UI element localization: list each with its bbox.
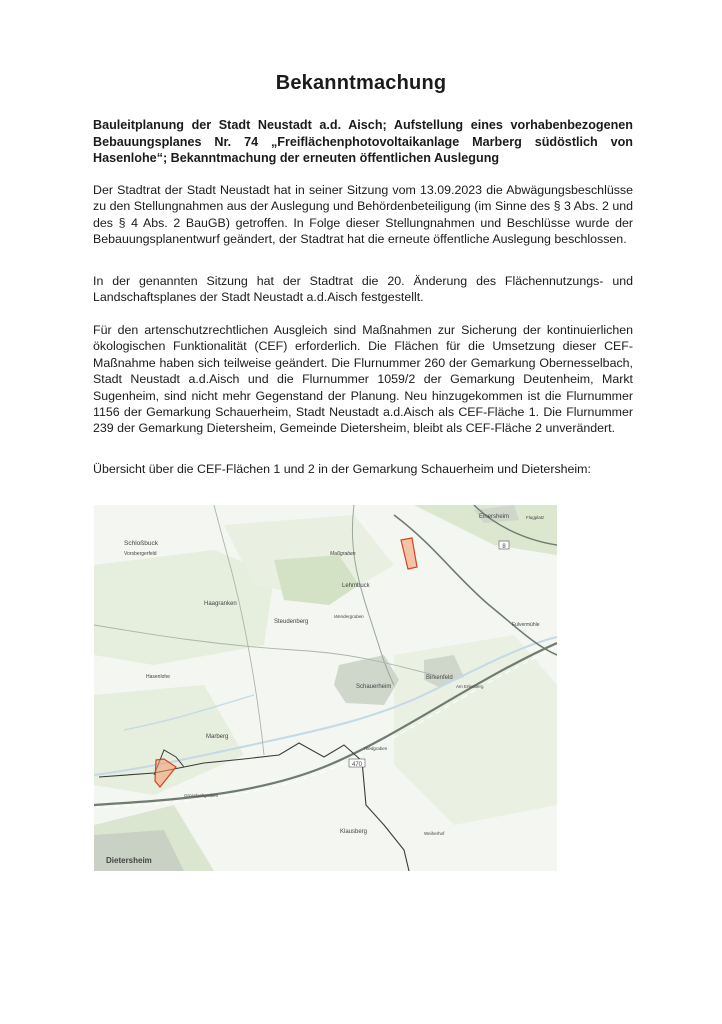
label-lehmbuck: Lehmbuck (342, 583, 370, 589)
paragraph-overview: Übersicht über die CEF-Flächen 1 und 2 in der Gemarkung Schauerheim und Dietersheim: (93, 462, 591, 476)
label-weiherhof: Weiherhof (424, 831, 445, 836)
label-birkenfeld: Birkenfeld (426, 675, 453, 681)
label-fulvermuehle: Fulvermühle (512, 622, 540, 628)
label-einersheim: Einersheim (479, 514, 510, 520)
paragraph-amendment: In der genannten Sitzung hat der Stadtrat die 20. Änderung des Flächennutzungs- und Landschaftsplanes der Stadt Neustadt a.d.Aisch festgestellt. (93, 274, 633, 305)
label-hasenlohe: Hasenlohe (146, 674, 170, 680)
label-grosslachgraben: Grosslachgraben (184, 793, 219, 798)
document-title: Bekanntmachung (275, 72, 447, 94)
label-am-erlenberg: Am Erlenberg (456, 684, 484, 689)
label-marberg: Marberg (206, 734, 229, 740)
label-dietersheim: Dietersheim (106, 856, 152, 865)
label-schlossbuck: Schloßbuck (124, 540, 158, 547)
label-flugplatz: Flugplatz (526, 515, 545, 520)
label-schauerheim: Schauerheim (356, 684, 392, 690)
paragraph-cef: Für den artenschutzrechtlichen Ausgleich sind Maßnahmen zur Sicherung der kontinuierlichen ökologischen Funktionalität (CEF) erforderlich. Die Flächen für die Umsetzung dieser CEF-Maßnahme haben sich teilweise geändert. Die Flurnummer 260 der Gemarkung Obernesselbach, Stadt Neustadt a.d.Aisch und die Flurnummer 1059/2 der Gemarkung Deutenheim, Markt Sugenheim, sind nicht mehr Gegenstand der Planung. Neu hinzugekommen ist die Flurnummer 1156 der Gemarkung Schauerheim, Stadt Neustadt a.d.Aisch als CEF-Fläche 1. Die Flurnummer 239 der Gemarkung Dietersheim, Gemeinde Dietersheim, bleibt als CEF-Fläche 2 unverändert. (93, 323, 633, 436)
label-massgraben: Maßgraben (330, 551, 356, 557)
document-subject: Bauleitplanung der Stadt Neustadt a.d. Aisch; Aufstellung eines vorhabenbezogenen Bebauungsplanes Nr. 74 „Freiflächenphotovoltaikanlage Marberg südöstlich von Hasenlohe“; Bekanntmachung der erneuten öffentlichen Auslegung (93, 118, 633, 165)
label-riedgraben: Riedgraben (364, 746, 388, 751)
road-b470-label: 470 (351, 762, 363, 768)
label-klausberg: Klausberg (340, 829, 368, 835)
map-graphic (94, 505, 557, 871)
overview-map (94, 505, 557, 871)
label-vorsbergerfeld: Vorsbergerfeld (124, 551, 157, 557)
label-steudenberg: Steudenberg (274, 619, 309, 625)
label-wendergraben: Wendergraben (334, 614, 364, 619)
label-haagranken: Haagranken (204, 601, 237, 607)
road-b8-label: 8 (502, 544, 506, 550)
paragraph-decision: Der Stadtrat der Stadt Neustadt hat in seiner Sitzung vom 13.09.2023 die Abwägungsbeschlüsse zu den Stellungnahmen aus der Auslegung und Behördenbeteiligung (im Sinne des § 3 Abs. 2 und des § 4 Abs. 2 BauGB) getroffen. In Folge dieser Stellungnahmen und Beschlüsse wurde der Bebauungsplanentwurf geändert, der Stadtrat hat die erneute öffentliche Auslegung beschlossen. (93, 183, 633, 247)
